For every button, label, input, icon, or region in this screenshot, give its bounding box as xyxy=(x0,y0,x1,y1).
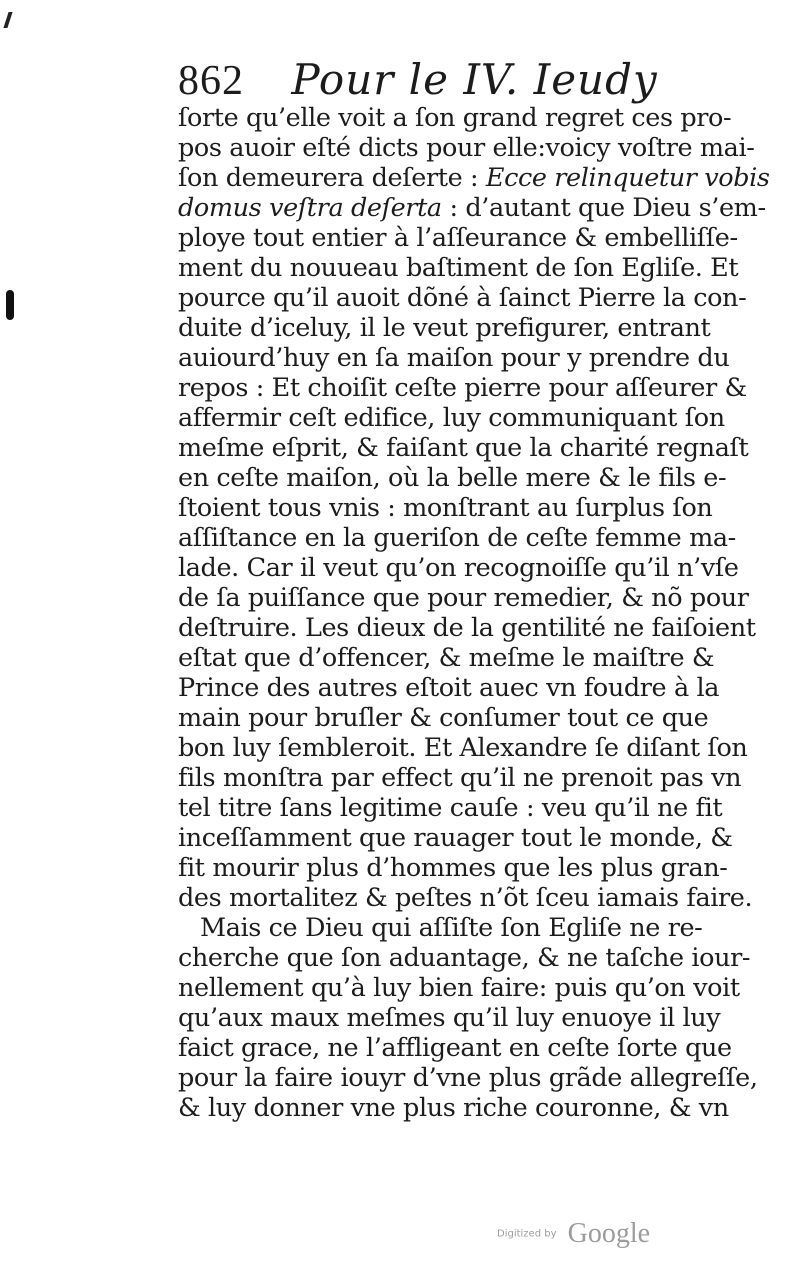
text-line xyxy=(178,1093,729,1123)
text-segment: eſtat que d’offencer, & meſme le maiſtre & xyxy=(178,643,715,673)
text-segment: fils monſtra par effect qu’il ne prenoit pas vn xyxy=(178,763,742,793)
text-line xyxy=(178,733,748,763)
text-line xyxy=(178,793,723,823)
text-line xyxy=(178,523,736,553)
text-segment: main pour bruſler & conſumer tout ce que xyxy=(178,703,709,733)
text-line xyxy=(178,343,730,373)
text-segment: deſtruire. Les dieux de la gentilité ne faiſoient xyxy=(178,613,756,643)
text-segment: inceſſamment que rauager tout le monde, & xyxy=(178,823,733,853)
ink-mark xyxy=(3,12,12,28)
text-segment: des mortalitez & peſtes n’õt ſceu iamais faire. xyxy=(178,883,753,913)
text-segment: tel titre ſans legitime cauſe : veu qu’il ne fit xyxy=(178,793,723,823)
text-segment: Mais ce Dieu qui aſſiſte ſon Egliſe ne re- xyxy=(200,913,703,943)
running-head xyxy=(178,55,698,105)
text-segment: bon luy ſembleroit. Et Alexandre ſe diſant ſon xyxy=(178,733,748,763)
text-segment: fit mourir plus d’hommes que les plus gran- xyxy=(178,853,728,883)
text-line xyxy=(178,703,709,733)
text-line xyxy=(178,1033,732,1063)
text-segment: ſtoient tous vnis : monſtrant au ſurplus ſon xyxy=(178,493,713,523)
page-number: 862 xyxy=(178,58,244,104)
text-line xyxy=(178,853,728,883)
text-segment: aſſiſtance en la gueriſon de ceſte femme ma- xyxy=(178,523,736,553)
latin-quotation: domus veſtra deſerta xyxy=(178,193,442,223)
text-line xyxy=(178,163,770,193)
text-segment: : d’autant que Dieu s’em- xyxy=(441,193,766,223)
text-line xyxy=(178,223,738,253)
text-segment: ploye tout entier à l’aſſeurance & embelliſſe- xyxy=(178,223,738,253)
text-line xyxy=(178,613,756,643)
text-line xyxy=(178,943,751,973)
ink-mark xyxy=(6,290,14,320)
text-line xyxy=(178,583,749,613)
text-segment: repos : Et choiſit ceſte pierre pour aſſeurer & xyxy=(178,373,747,403)
text-segment: qu’aux maux meſmes qu’il luy enuoye il luy xyxy=(178,1003,721,1033)
google-logo: Google xyxy=(567,1218,651,1249)
body-text xyxy=(178,103,770,1123)
text-segment: meſme eſprit, & faiſant que la charité regnaſt xyxy=(178,433,749,463)
text-segment: pos auoir eſté dicts pour elle:voicy voſtre mai- xyxy=(178,133,755,163)
text-line xyxy=(178,313,711,343)
text-line xyxy=(178,823,733,853)
text-segment: ſorte qu’elle voit a ſon grand regret ces pro- xyxy=(178,103,732,133)
text-segment: auiourd’huy en ſa maiſon pour y prendre du xyxy=(178,343,730,373)
text-segment: duite d’iceluy, il le veut prefigurer, entrant xyxy=(178,313,711,343)
text-line xyxy=(178,133,755,163)
text-line xyxy=(178,1063,758,1093)
digitization-watermark xyxy=(497,1218,650,1254)
text-segment: Prince des autres eſtoit auec vn foudre à la xyxy=(178,673,720,703)
text-line xyxy=(178,973,740,1003)
text-line xyxy=(178,403,725,433)
text-line xyxy=(178,463,727,493)
text-segment: cherche que ſon aduantage, & ne taſche iour- xyxy=(178,943,751,973)
text-segment: de ſa puiſſance que pour remedier, & nõ pour xyxy=(178,583,749,613)
text-line xyxy=(178,1003,721,1033)
text-segment: lade. Car il veut qu’on recognoiſſe qu’il n’vſe xyxy=(178,553,739,583)
text-line xyxy=(178,883,753,913)
text-line xyxy=(178,763,742,793)
text-line xyxy=(178,283,747,313)
text-line xyxy=(178,673,720,703)
text-segment: & luy donner vne plus riche couronne, & vn xyxy=(178,1093,729,1123)
text-line xyxy=(178,193,766,223)
text-line xyxy=(178,553,739,583)
latin-quotation: Ecce relinquetur vobis xyxy=(485,163,770,193)
text-line xyxy=(178,643,715,673)
text-line xyxy=(178,913,703,943)
text-line xyxy=(178,373,747,403)
page-title: Pour le IV. Ieudy xyxy=(291,55,658,104)
text-segment: ſon demeurera deſerte : xyxy=(178,163,486,193)
text-segment: ment du nouueau baſtiment de ſon Egliſe. Et xyxy=(178,253,739,283)
text-line xyxy=(178,493,713,523)
text-segment: pour la faire iouyr d’vne plus grãde allegreſſe, xyxy=(178,1063,758,1093)
text-segment: en ceſte maiſon, où la belle mere & le fils e- xyxy=(178,463,727,493)
text-segment: faict grace, ne l’affligeant en ceſte ſorte que xyxy=(178,1033,732,1063)
text-line xyxy=(178,253,739,283)
text-segment: pource qu’il auoit dõné à ſainct Pierre la con- xyxy=(178,283,747,313)
text-segment: nellement qu’à luy bien faire: puis qu’on voit xyxy=(178,973,740,1003)
text-segment: affermir ceſt edifice, luy communiquant ſon xyxy=(178,403,725,433)
text-line xyxy=(178,433,749,463)
text-line xyxy=(178,103,732,133)
digitized-by-label: Digitized by xyxy=(497,1228,557,1240)
